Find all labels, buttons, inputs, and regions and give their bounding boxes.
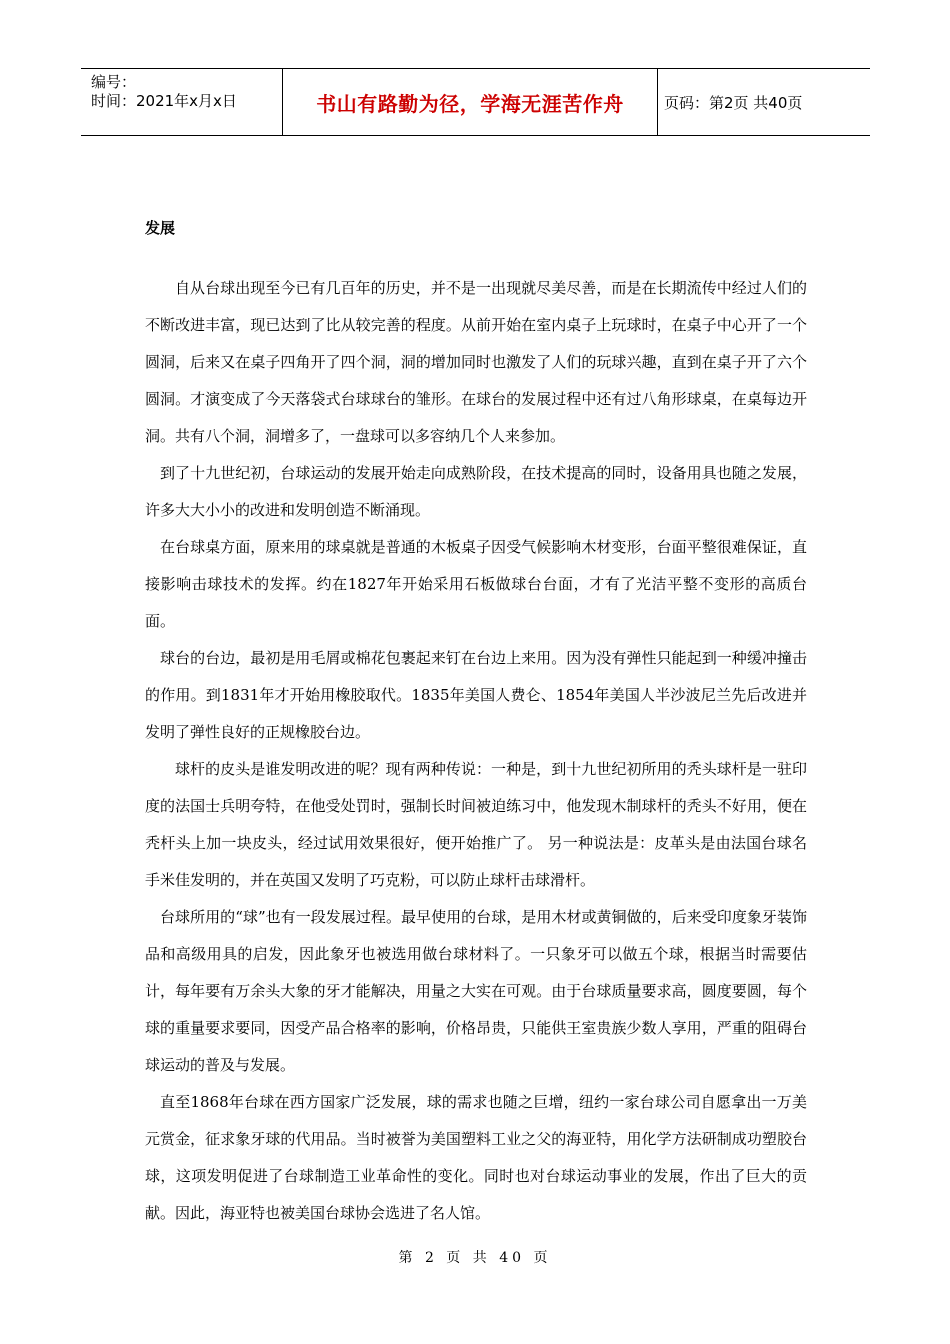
paragraph: 自从台球出现至今已有几百年的历史，并不是一出现就尽美尽善，而是在长期流传中经过人们的不断改进丰富，现已达到了比从较完善的程度。从前开始在室内桌子上玩球时，在桌子中心开了一个圆洞，后来又在桌子四角开了四个洞，洞的增加同时也激发了人们的玩球兴趣，直到在桌子开了六个圆洞。才演变成了今天落袋式台球球台的雏形。在球台的发展过程中还有过八角形球桌，在桌每边开洞。共有八个洞，洞增多了，一盘球可以多容纳几个人来参加。 [145, 279, 807, 445]
paragraph: 球杆的皮头是谁发明改进的呢？现有两种传说：一种是，到十九世纪初所用的秃头球杆是一驻印度的法国士兵明夸特，在他受处罚时，强制长时间被迫练习中，他发现木制球杆的秃头不好用，便在秃杆头上加一块皮头，经过试用效果很好，便开始推广了。 另一种说法是：皮革头是由法国台球名手米佳发明的，并在英国又发明了巧克粉，可以防止球杆击球滑杆。 [145, 760, 807, 889]
page-header [81, 68, 870, 136]
paragraph: 在台球桌方面，原来用的球桌就是普通的木板桌子因受气候影响木材变形，台面平整很难保证，直接影响击球技术的发挥。约在1827年开始采用石板做球台台面，才有了光洁平整不变形的高质台面。 [145, 538, 807, 630]
page-footer [0, 1247, 950, 1267]
paragraph: 球台的台边，最初是用毛屑或棉花包裹起来钉在台边上来用。因为没有弹性只能起到一种缓冲撞击的作用。到1831年才开始用橡胶取代。1835年美国人费仑、1854年美国人半沙波尼兰先后改进并发明了弹性良好的正规橡胶台边。 [145, 649, 807, 741]
header-info-cell [81, 69, 283, 135]
paragraph: 直至1868年台球在西方国家广泛发展，球的需求也随之巨增，纽约一家台球公司自愿拿出一万美元赏金，征求象牙球的代用品。当时被誉为美国塑料工业之父的海亚特，用化学方法研制成功塑胶台球，这项发明促进了台球制造工业革命性的变化。同时也对台球运动事业的发展，作出了巨大的贡献。因此，海亚特也被美国台球协会选进了名人馆。 [145, 1093, 807, 1222]
footer-page-number: 第 2 页 共 40 页 [398, 1250, 552, 1266]
serial-label: 编号： [91, 73, 137, 91]
header-motto: 书山有路勤为径，学海无涯苦作舟 [283, 69, 658, 135]
time-text: 时间：2021年x月x日 [91, 92, 237, 110]
paragraph: 到了十九世纪初，台球运动的发展开始走向成熟阶段，在技术提高的同时，设备用具也随之发展，许多大大小小的改进和发明创造不断涌现。 [145, 464, 807, 519]
document-body [145, 270, 807, 1232]
paragraph: 台球所用的“球”也有一段发展过程。最早使用的台球，是用木材或黄铜做的，后来受印度象牙装饰品和高级用具的启发，因此象牙也被选用做台球材料了。一只象牙可以做五个球，根据当时需要估计，每年要有万余头大象的牙才能解决，用量之大实在可观。由于台球质量要求高，圆度要圆，每个球的重量要求要同，因受产品合格率的影响，价格昂贵，只能供王室贵族少数人享用，严重的阻碍台球运动的普及与发展。 [145, 908, 807, 1074]
section-title: 发展 [145, 219, 176, 237]
header-page-code: 页码：第2页 共40页 [664, 93, 803, 112]
